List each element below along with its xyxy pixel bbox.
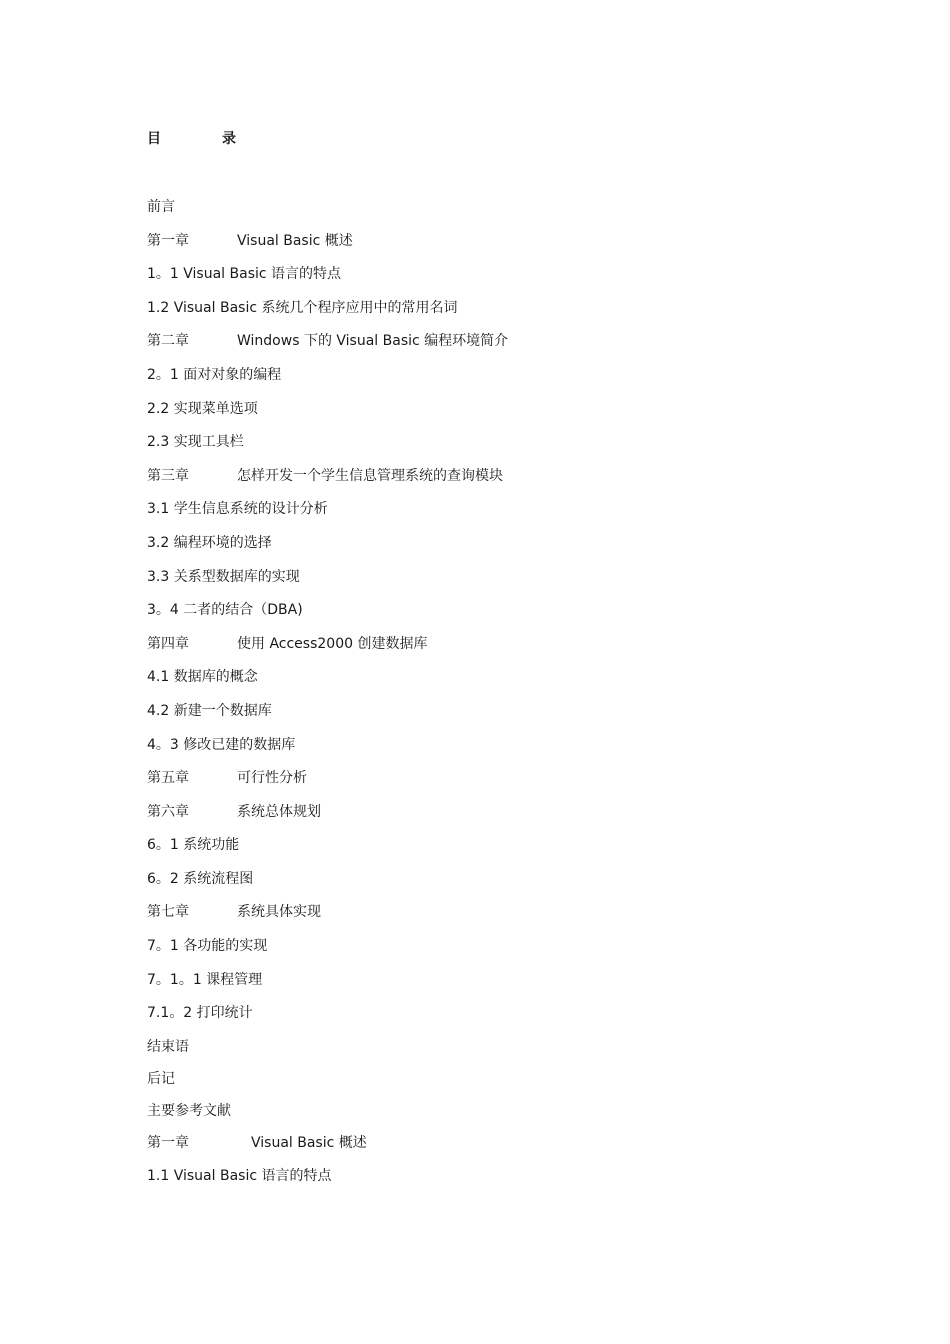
toc-entry-text: 2.2 实现菜单选项 <box>147 400 258 417</box>
section-heading: 1.1 Visual Basic 语言的特点 <box>147 1168 332 1185</box>
toc-entry-chapter-7 <box>147 902 847 922</box>
toc-entry-references <box>147 1101 847 1121</box>
chapter-label: 第六章 <box>147 803 189 820</box>
toc-entry-text: 结束语 <box>147 1038 189 1055</box>
toc-entry-text: 3。4 二者的结合（DBA) <box>147 602 303 619</box>
chapter-label: 第二章 <box>147 333 189 350</box>
toc-entry-chapter-6 <box>147 802 847 822</box>
chapter-title: 怎样开发一个学生信息管理系统的查询模块 <box>237 467 503 484</box>
chapter-label: 第七章 <box>147 904 189 921</box>
chapter-title: 可行性分析 <box>237 770 307 787</box>
toc-entry-text: 6。1 系统功能 <box>147 837 240 854</box>
toc-entry-text: 2。1 面对对象的编程 <box>147 366 282 383</box>
chapter-title: 使用 Access2000 创建数据库 <box>237 635 428 652</box>
toc-title <box>147 130 236 148</box>
toc-entry-text: 7。1。1 课程管理 <box>147 971 263 988</box>
toc-entry-text: 7。1 各功能的实现 <box>147 938 268 955</box>
toc-title-char-2: 录 <box>222 131 236 147</box>
toc-entry-text: 后记 <box>147 1070 175 1087</box>
toc-entry-text: 1.2 Visual Basic 系统几个程序应用中的常用名词 <box>147 299 458 316</box>
chapter-title: 系统总体规划 <box>237 803 321 820</box>
toc-entry-chapter-2 <box>147 331 847 351</box>
table-of-contents <box>147 197 847 1186</box>
toc-entry-2-1 <box>147 365 847 385</box>
toc-entry-text: 3.3 关系型数据库的实现 <box>147 568 300 585</box>
chapter-title: Visual Basic 概述 <box>237 232 353 249</box>
toc-entry-chapter-4 <box>147 634 847 654</box>
toc-entry-preface <box>147 197 847 217</box>
toc-entry-3-3 <box>147 567 847 587</box>
chapter-label: 第一章 <box>147 232 189 249</box>
toc-entry-text: 6。2 系统流程图 <box>147 870 254 887</box>
toc-title-char-1: 目 <box>147 131 161 147</box>
toc-entry-6-2 <box>147 869 847 889</box>
chapter-title: Visual Basic 概述 <box>251 1134 367 1151</box>
toc-entry-4-3 <box>147 735 847 755</box>
chapter-label: 第三章 <box>147 467 189 484</box>
body-section-heading <box>147 1166 847 1186</box>
toc-entry-chapter-1 <box>147 231 847 251</box>
toc-entry-4-2 <box>147 701 847 721</box>
toc-entry-chapter-5 <box>147 768 847 788</box>
toc-entry-text: 2.3 实现工具栏 <box>147 434 244 451</box>
chapter-label: 第五章 <box>147 770 189 787</box>
chapter-label: 第一章 <box>147 1134 189 1151</box>
toc-entry-2-2 <box>147 399 847 419</box>
toc-entry-text: 3.2 编程环境的选择 <box>147 534 272 551</box>
toc-entry-text: 主要参考文献 <box>147 1102 231 1119</box>
toc-entry-2-3 <box>147 432 847 452</box>
toc-entry-7-1-2 <box>147 1003 847 1023</box>
toc-entry-text: 1。1 Visual Basic 语言的特点 <box>147 266 342 283</box>
toc-entry-text: 4。3 修改已建的数据库 <box>147 736 296 753</box>
toc-entry-3-2 <box>147 533 847 553</box>
toc-entry-1-2 <box>147 298 847 318</box>
toc-entry-3-4 <box>147 600 847 620</box>
toc-entry-text: 3.1 学生信息系统的设计分析 <box>147 501 328 518</box>
toc-entry-7-1-1 <box>147 970 847 990</box>
toc-entry-3-1 <box>147 499 847 519</box>
toc-entry-4-1 <box>147 667 847 687</box>
toc-entry-6-1 <box>147 835 847 855</box>
toc-entry-chapter-3 <box>147 466 847 486</box>
toc-entry-text: 7.1。2 打印统计 <box>147 1005 253 1022</box>
toc-entry-postscript <box>147 1069 847 1089</box>
toc-entry-text: 前言 <box>147 199 175 215</box>
chapter-label: 第四章 <box>147 635 189 652</box>
toc-entry-text: 4.2 新建一个数据库 <box>147 702 272 719</box>
toc-entry-7-1 <box>147 936 847 956</box>
chapter-title: Windows 下的 Visual Basic 编程环境简介 <box>237 333 509 350</box>
chapter-title: 系统具体实现 <box>237 904 321 921</box>
toc-entry-text: 4.1 数据库的概念 <box>147 669 258 686</box>
toc-entry-1-1 <box>147 264 847 284</box>
body-chapter-heading <box>147 1133 847 1153</box>
toc-entry-conclusion <box>147 1037 847 1057</box>
